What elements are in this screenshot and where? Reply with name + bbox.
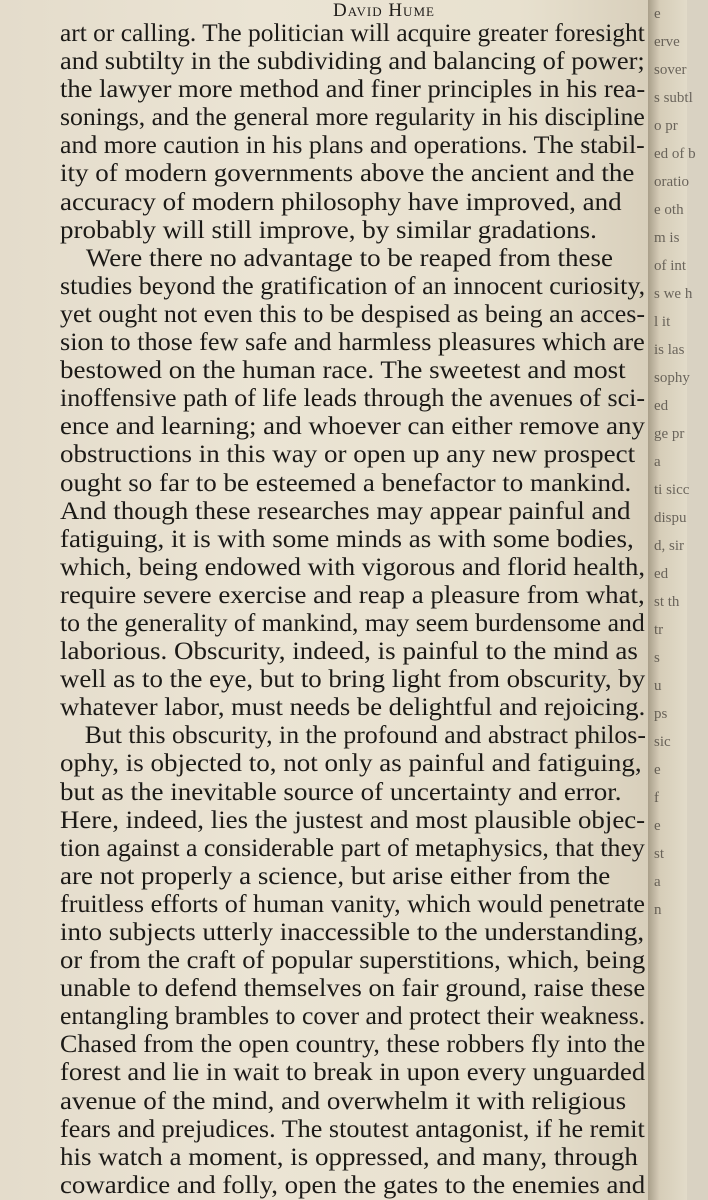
text-line: but as the inevitable source of uncertainty and error. [60, 778, 622, 806]
text-line: studies beyond the gratification of an innocent curiosity, [60, 272, 646, 300]
facing-page-fragment: a [654, 874, 661, 890]
text-line: unable to defend themselves on fair ground, raise these [60, 975, 646, 1003]
text-line: well as to the eye, but to bring light from obscurity, by [60, 666, 646, 694]
facing-page-fragment: e [654, 6, 661, 22]
text-line: his watch a moment, is oppressed, and many, through [60, 1143, 638, 1171]
facing-page-fragment: s subtl [654, 90, 693, 106]
facing-page-fragment: is las [654, 342, 685, 358]
text-line: the lawyer more method and finer principles in his rea- [60, 76, 646, 104]
text-line: ought so far to be esteemed a benefactor to mankind. [60, 469, 632, 497]
text-line: tion against a considerable part of metaphysics, that they [60, 834, 645, 862]
body-text [60, 20, 660, 1200]
facing-page-fragment: ti sicc [654, 482, 690, 498]
text-line: require severe exercise and reap a pleasure from what, [60, 581, 645, 609]
text-line: ity of modern governments above the ancient and the [60, 160, 635, 188]
text-line: sonings, and the general more regularity in his discipline [60, 104, 645, 132]
text-line: and more caution in his plans and operations. The stabil- [60, 132, 645, 160]
facing-page-fragment: m is [654, 230, 680, 246]
text-line: Chased from the open country, these robbers fly into the [60, 1031, 646, 1059]
text-line: forest and lie in wait to break in upon every unguarded [60, 1059, 646, 1087]
text-line: fatiguing, it is with some minds as with some bodies, [60, 525, 634, 553]
text-line: are not properly a science, but arise either from the [60, 862, 611, 890]
text-line: to the generality of mankind, may seem burdensome and [60, 609, 645, 637]
facing-page-fragment: e oth [654, 202, 684, 218]
facing-page-fragment: ed [654, 398, 669, 414]
text-line: Here, indeed, lies the justest and most plausible objec- [60, 806, 646, 834]
facing-page-fragment: s [654, 650, 660, 666]
facing-page-fragment: ed of b [654, 146, 696, 162]
text-line: probably will still improve, by similar gradations. [60, 216, 597, 244]
text-line: accuracy of modern philosophy have improved, and [60, 188, 622, 216]
facing-page-fragment: sophy [654, 370, 690, 386]
facing-page-fragment: o pr [654, 118, 678, 134]
text-line: entangling brambles to cover and protect their weakness. [60, 1003, 646, 1031]
facing-page-fragment: ge pr [654, 426, 685, 442]
text-line: yet ought not even this to be despised as being an acces- [60, 300, 646, 328]
text-line: ophy, is objected to, not only as painful and fatiguing, [60, 750, 642, 778]
text-line: And though these researches may appear painful and [60, 497, 631, 525]
text-line: fears and prejudices. The stoutest antagonist, if he remit [60, 1115, 645, 1143]
text-line: and subtilty in the subdividing and balancing of power; [60, 48, 645, 76]
text-line: whatever labor, must needs be delightful and rejoicing. [60, 694, 646, 722]
facing-page-edge [648, 0, 696, 1200]
text-line: obstructions in this way or open up any new prospect [60, 441, 636, 469]
facing-page-fragment: l it [654, 314, 671, 330]
facing-page-fragment: e [654, 818, 661, 834]
facing-page-fragment: erve [654, 34, 680, 50]
facing-page-fragment: dispu [654, 510, 687, 526]
facing-page-fragment: ed [654, 566, 669, 582]
text-line: inoffensive path of life leads through the avenues of sci- [60, 385, 646, 413]
facing-page-fragment: tr [654, 622, 664, 638]
text-line: fruitless efforts of human vanity, which would penetrate [60, 890, 645, 918]
facing-page-fragment: e [654, 762, 661, 778]
text-line: But this obscurity, in the profound and abstract philos- [84, 722, 646, 750]
running-head: David Hume [333, 0, 435, 21]
facing-page-fragment: sover [654, 62, 687, 78]
facing-page-fragment: ps [654, 706, 668, 722]
text-line: sion to those few safe and harmless pleasures which are [60, 329, 645, 357]
facing-page-fragment: st [654, 846, 665, 862]
text-line: cowardice and folly, open the gates to the enemies and [60, 1171, 646, 1199]
facing-page-fragment: s we h [654, 286, 693, 302]
text-line: or from the craft of popular superstitions, which, being [60, 947, 646, 975]
facing-page-fragment: u [654, 678, 662, 694]
facing-page-fragment: st th [654, 594, 680, 610]
facing-page-fragment: of int [654, 258, 687, 274]
facing-page-fragment: sic [654, 734, 671, 750]
facing-page-fragment: f [654, 790, 659, 806]
facing-page-fragment: n [654, 902, 662, 918]
text-line: art or calling. The politician will acquire greater foresight [60, 20, 645, 47]
text-line: which, being endowed with vigorous and florid health, [60, 553, 646, 581]
text-line: ence and learning; and whoever can either remove any [60, 413, 645, 441]
text-line: into subjects utterly inaccessible to the understanding, [60, 919, 645, 946]
text-line: laborious. Obscurity, indeed, is painful to the mind as [60, 638, 638, 666]
text-line: avenue of the mind, and overwhelm it with religious [60, 1087, 627, 1115]
text-line: Were there no advantage to be reaped from these [85, 244, 613, 272]
text-line: bestowed on the human race. The sweetest and most [60, 357, 626, 385]
facing-page-fragment: oratio [654, 174, 689, 190]
facing-page-fragment: d, sir [654, 538, 684, 554]
facing-page-fragment: a [654, 454, 661, 470]
